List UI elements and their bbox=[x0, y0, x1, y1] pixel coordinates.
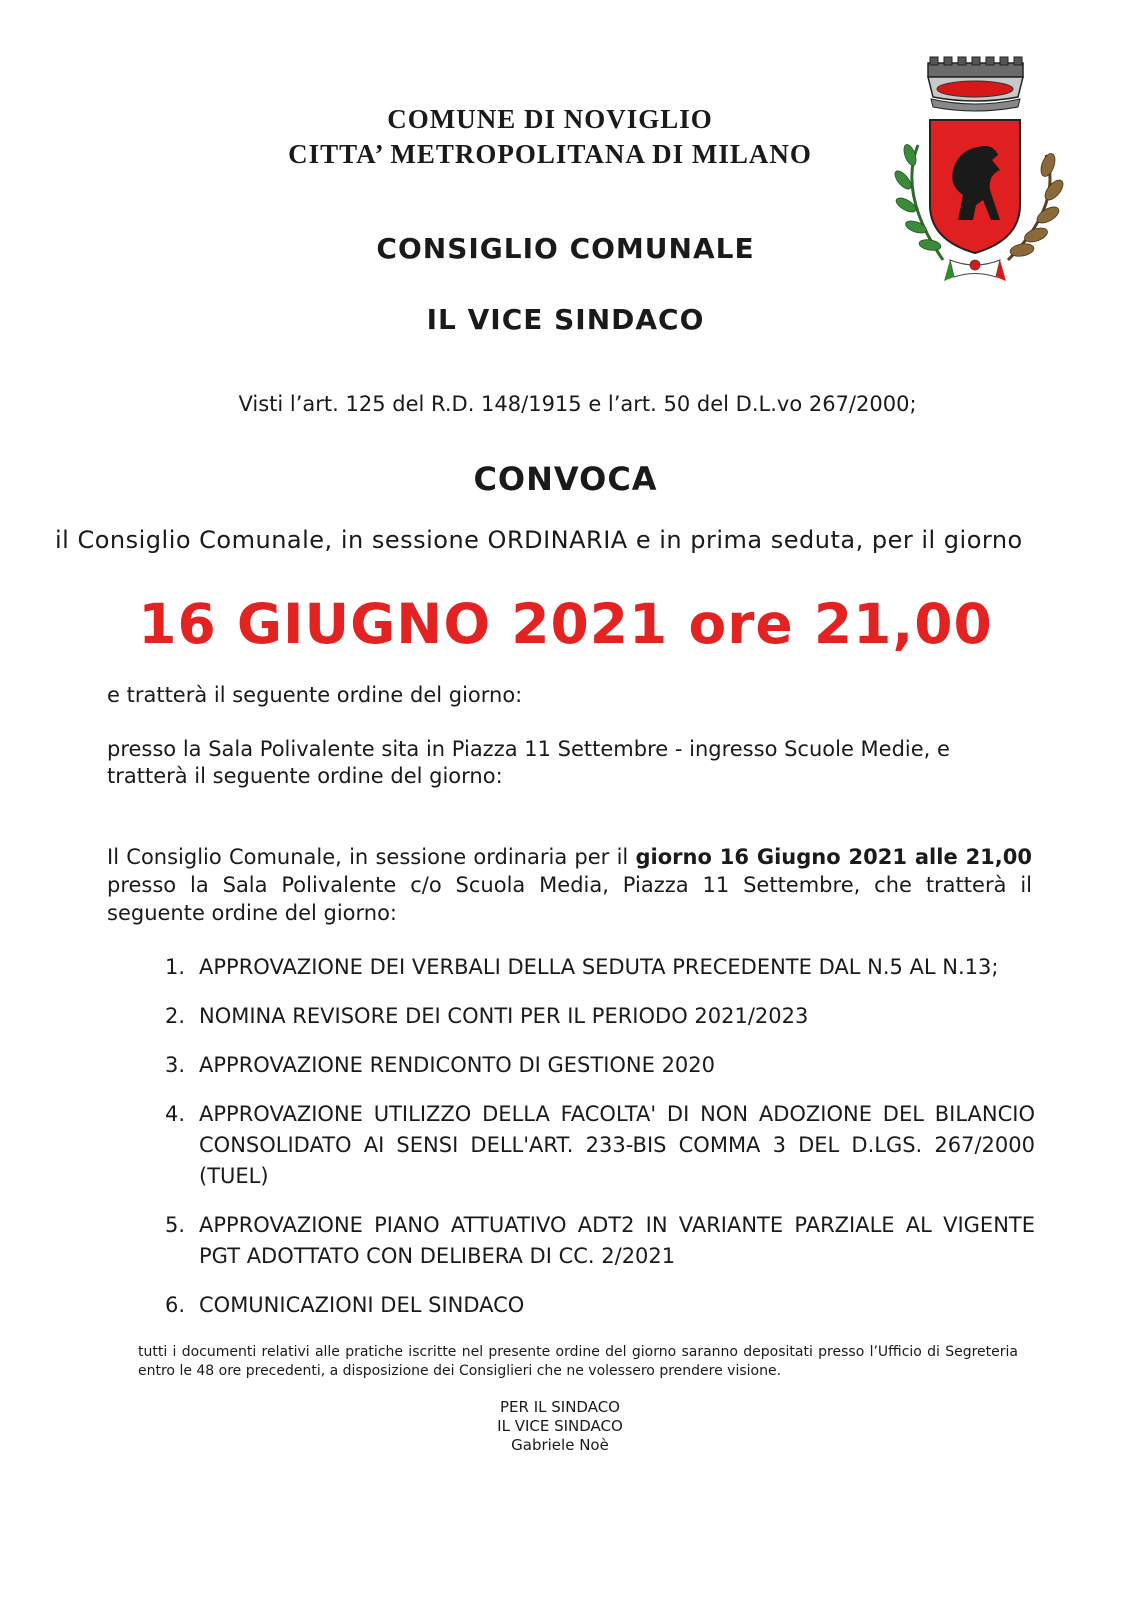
signatory-name: Gabriele Noè bbox=[511, 1436, 609, 1454]
agenda-item bbox=[165, 1050, 1035, 1081]
agenda-item-number: 5. bbox=[165, 1213, 186, 1237]
municipality-name: COMUNE DI NOVIGLIO bbox=[387, 104, 713, 134]
meeting-datetime: 16 GIUGNO 2021 ore 21,00 bbox=[138, 592, 993, 656]
agenda-item-number: 1. bbox=[165, 955, 186, 979]
agenda-item-text: APPROVAZIONE PIANO ATTUATIVO ADT2 IN VARIANTE PARZIALE AL VIGENTE PGT ADOTTATO CON DELIBERA DI CC. 2/2021 bbox=[199, 1213, 1035, 1268]
session-text-1: Il Consiglio Comunale, in sessione ordinaria per il bbox=[107, 845, 636, 869]
agenda-item bbox=[165, 1001, 1035, 1032]
agenda-item bbox=[165, 1099, 1035, 1192]
convoca-heading: CONVOCA bbox=[473, 460, 658, 498]
agenda-item-number: 3. bbox=[165, 1053, 186, 1077]
legal-basis: Visti l’art. 125 del R.D. 148/1915 e l’art. 50 del D.L.vo 267/2000; bbox=[238, 392, 917, 416]
signature-block bbox=[460, 1398, 660, 1455]
session-details bbox=[107, 843, 1032, 927]
agenda-item-number: 6. bbox=[165, 1293, 186, 1317]
agenda-item-text: APPROVAZIONE DEI VERBALI DELLA SEDUTA PRECEDENTE DAL N.5 AL N.13; bbox=[199, 955, 999, 979]
agenda-item bbox=[165, 1210, 1035, 1272]
session-date-bold: giorno 16 Giugno 2021 alle 21,00 bbox=[635, 845, 1032, 869]
agenda-item-text: COMUNICAZIONI DEL SINDACO bbox=[199, 1293, 525, 1317]
documents-note: tutti i documenti relativi alle pratiche iscritte nel presente ordine del giorno saranno depositati presso l’Ufficio di Segreteria entro le 48 ore precedenti, a disposizione dei Consiglieri che ne volessero prendere visione. bbox=[138, 1344, 1018, 1379]
agenda-item-text: APPROVAZIONE RENDICONTO DI GESTIONE 2020 bbox=[199, 1053, 716, 1077]
crown-icon bbox=[928, 57, 1023, 111]
agenda-item bbox=[165, 952, 1035, 983]
intro-text: il Consiglio Comunale, in sessione ORDINARIA e in prima seduta, per il giorno bbox=[55, 526, 1023, 554]
agenda-item-text: APPROVAZIONE UTILIZZO DELLA FACOLTA' DI NON ADOZIONE DEL BILANCIO CONSOLIDATO AI SENSI DELL'ART. 233-BIS COMMA 3 DEL D.LGS. 267/2000 (TUEL) bbox=[199, 1102, 1035, 1188]
agenda-list bbox=[165, 952, 1035, 1339]
signature-line-1: PER IL SINDACO bbox=[500, 1398, 620, 1416]
agenda-item-number: 4. bbox=[165, 1102, 186, 1126]
authority-title: IL VICE SINDACO bbox=[426, 303, 705, 336]
signature-line-2: IL VICE SINDACO bbox=[497, 1417, 623, 1435]
council-title: CONSIGLIO COMUNALE bbox=[376, 232, 755, 265]
metro-city-name: CITTA’ METROPOLITANA DI MILANO bbox=[288, 139, 812, 169]
agenda-intro-1: e tratterà il seguente ordine del giorno: bbox=[107, 683, 523, 707]
agenda-item-text: NOMINA REVISORE DEI CONTI PER IL PERIODO 2021/2023 bbox=[199, 1004, 809, 1028]
agenda-item bbox=[165, 1290, 1035, 1321]
session-text-2: presso la Sala Polivalente c/o Scuola Media, Piazza 11 Settembre, che tratterà il seguente ordine del giorno: bbox=[107, 873, 1032, 925]
agenda-item-number: 2. bbox=[165, 1004, 186, 1028]
location-text: presso la Sala Polivalente sita in Piazza 11 Settembre - ingresso Scuole Medie, e tratterà il seguente ordine del giorno: bbox=[107, 737, 950, 788]
